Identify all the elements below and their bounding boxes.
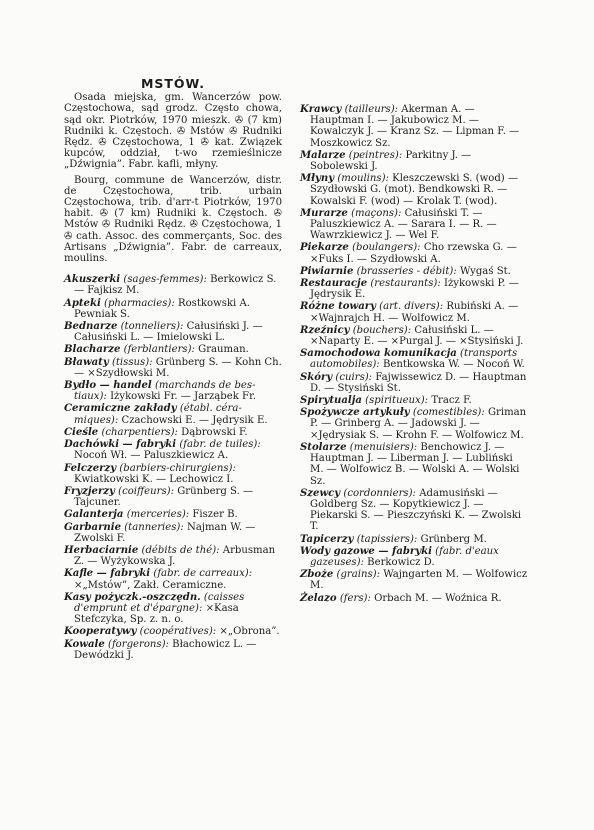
directory-entry <box>64 403 282 425</box>
entry-heading: Murarze <box>300 207 348 219</box>
entry-heading: Galanterja <box>64 509 124 521</box>
entry-names: ×Kasa Stefczyka, Sp. z. n. o. <box>74 602 239 626</box>
entry-translation: (bouchers): <box>352 324 412 336</box>
entry-heading: Akuszerki <box>64 274 121 286</box>
directory-entry <box>64 626 282 637</box>
entry-translation: (art. divers): <box>379 301 444 313</box>
entry-translation: (spiritueux): <box>365 395 429 407</box>
entry-names: Adamusiński — Goldberg Sz. — Kopytkiewicz J. — Piekarski S. — Pieszczyński K. — Zwolski T. <box>310 487 522 533</box>
entry-translation: (fabr. de tuiles): <box>179 439 261 451</box>
entry-heading: Szewcy <box>300 487 341 499</box>
entry-names: Całusiński L. — ×Naparty E. — ×Purgal J. — ×Stysiński J. <box>310 324 524 348</box>
directory-entry <box>64 545 282 567</box>
entry-translation: (menuisiers): <box>349 441 418 453</box>
entry-names: Berkowicz D. <box>367 556 435 568</box>
entry-names: Fiszer B. <box>192 509 238 521</box>
directory-entry <box>64 639 282 661</box>
entry-translation: (cuirs): <box>335 371 373 383</box>
entry-names: Dąbrowski F. <box>181 426 248 438</box>
directory-entry <box>64 380 282 402</box>
directory-entry <box>64 274 282 296</box>
entry-names: ×„Mstów”, Zakł. Ceramiczne. <box>74 579 227 591</box>
directory-entry <box>300 534 528 545</box>
entry-names: Iżykowski Fr. — Jarząbek Fr. <box>110 391 256 403</box>
directory-entry <box>300 488 528 533</box>
intro-polish: Osada miejska, gm. Wancerzów pow. Częstochowa, sąd grodz. Często chowa, sąd okr. Piotrków, 1970 mieszk. ✇ (7 km) Rudniki k. Częstoch. ✇ Mstów ✇ Rudniki Rędz. ✇ Częstochowa, 1 ✇ kat. Związek kupców, oddział, t-wo rzemieślnicze „Dźwignia”. Fabr. kafli, młyny. <box>64 92 282 171</box>
entry-names: Całusiński T. — Paluszkiewicz A. — Sarara I. — R. — Wawrzkiewicz J. — Wel F. <box>310 207 497 242</box>
entry-heading: Kasy pożyczk.-oszczędn. <box>64 591 201 603</box>
directory-entry <box>300 208 528 242</box>
entry-names: Grauman. <box>198 344 249 356</box>
entry-names: Czachowski E. — Jędrysik E. <box>121 414 268 426</box>
entry-heading: Kooperatywy <box>64 626 137 638</box>
directory-entry <box>300 569 528 591</box>
entry-heading: Cieśle <box>64 426 99 438</box>
entry-heading: Restauracje <box>300 278 368 290</box>
entry-names: Rubiński A. — ×Wajnrajch H. — Wolfowicz M. <box>310 301 519 324</box>
entry-translation: (comestibles): <box>412 407 485 419</box>
entry-names: Parkitny J. — Sobolewski J. <box>310 149 472 173</box>
directory-entry <box>64 298 282 320</box>
entry-heading: Samochodowa komunikacja <box>300 348 457 360</box>
entry-heading: Bławaty <box>64 356 109 368</box>
entry-heading: Dachówki — fabryki <box>64 439 177 451</box>
directory-entry <box>300 372 528 394</box>
directory-entry <box>64 486 282 508</box>
entry-heading: Wody gazowe — fabryki <box>300 545 432 557</box>
entry-names: Tracz F. <box>431 395 472 407</box>
entry-translation: (marchands de bestiaux): <box>74 380 256 403</box>
directory-entry <box>64 439 282 461</box>
entry-names: Griman P. — Grinberg A. — Jadowski J. — ×Jędrysiak S. — Krohn F. — Wolfowicz M. <box>310 407 527 441</box>
directory-entry <box>300 242 528 264</box>
entry-heading: Spirytualja <box>300 395 362 407</box>
entry-translation: (boulangers): <box>352 242 421 254</box>
town-heading: MSTÓW. <box>140 76 206 91</box>
entry-translation: (pharmacies): <box>104 297 175 309</box>
entry-names: Rostkowski A. Pewniak S. <box>74 297 250 320</box>
entry-translation: (fabr. de carreaux): <box>153 568 253 580</box>
entry-heading: Herbaciarnie <box>64 544 139 556</box>
entry-names: Wygaś St. <box>459 265 511 277</box>
entry-translation: (sages-femmes): <box>123 274 207 286</box>
entry-heading: Bydło — handel <box>64 380 152 392</box>
left-column <box>64 78 282 662</box>
entry-translation: (coiffeurs): <box>118 485 174 497</box>
entry-heading: Malarze <box>300 149 346 161</box>
entry-translation: (peintres): <box>348 149 403 161</box>
directory-entry <box>64 321 282 343</box>
entry-heading: Garbarnie <box>64 521 121 533</box>
entry-heading: Apteki <box>64 297 101 309</box>
entry-names: Arbusman Z. — Wyżykowska J. <box>74 544 276 568</box>
entry-translation: (débits de thé): <box>141 544 220 556</box>
entry-names: Bentkowska W. — Nocoń W. <box>382 359 525 371</box>
entry-translation: (fabr. d'eaux gazeuses): <box>310 545 499 568</box>
entry-translation: (barbiers-chirurgiens): <box>119 462 236 474</box>
entry-translation: (tissus): <box>111 356 153 368</box>
entry-translation: (charpentiers): <box>101 426 178 438</box>
left-entry-list <box>64 274 282 661</box>
directory-entry <box>300 442 528 487</box>
intro-french: Bourg, commune de Wancerzów, distr. de Częstochowa, trib. urbain Częstochowa, trib. d'arr-t Piotrków, 1970 habit. ✇ (7 km) Rudniki k. Częstoch. ✇ Mstów ✇ Rudniki Rędz. ✇ Częstochowa, 1 ✇ cath. Assoc. des commerçants, Soc. des Artisans „Dźwignia”. Fabr. de carreaux, moulins. <box>64 174 282 265</box>
directory-entry <box>300 348 528 370</box>
entry-heading: Kafle — fabryki <box>64 568 151 580</box>
entry-heading: Spożywcze artykuły <box>300 407 410 419</box>
entry-names: Nocoń Wł. — Paluszkiewicz A. <box>74 450 229 462</box>
entry-names: Całusiński J. — Całusiński L. — Imielowski L. <box>74 321 263 344</box>
entry-names: Grünberg M. <box>420 533 487 545</box>
entry-translation: (restaurants): <box>370 278 441 290</box>
entry-heading: Krawcy <box>300 104 342 115</box>
entry-translation: (brasseries - débit): <box>356 265 457 277</box>
entry-heading: Kowale <box>64 638 105 650</box>
entry-names: ×„Obrona”. <box>219 626 280 638</box>
directory-entry <box>64 592 282 626</box>
entry-translation: (cordonniers): <box>343 487 416 499</box>
entry-names: Grünberg S. — Kohn Ch. — ×Szydłowski M. <box>74 356 282 379</box>
entry-translation: (coopératives): <box>139 626 217 638</box>
entry-names: Berkowicz S. — Fajkisz M. <box>74 274 277 297</box>
entry-translation: (tapissiers): <box>356 533 418 545</box>
entry-names: Orbach M. — Woźnica R. <box>374 592 502 604</box>
entry-heading: Żelazo <box>300 592 337 604</box>
entry-heading: Piwiarnie <box>300 265 354 277</box>
entry-heading: Fryzjerzy <box>64 485 115 497</box>
entry-translation: (caisses d'emprunt et d'épargne): <box>74 591 245 614</box>
directory-entry <box>64 522 282 544</box>
directory-entry <box>300 546 528 568</box>
entry-names: Benchowicz J. — Hauptman J. — Liberman J. — Lubliński M. — Wolfowicz B. — Wolski A. — Wolski Sz. <box>310 441 520 487</box>
entry-names: Wajngarten M. — Wolfowicz M. <box>310 569 528 592</box>
entry-heading: Bednarze <box>64 321 118 333</box>
entry-heading: Młyny <box>300 173 335 185</box>
entry-heading: Blacharze <box>64 344 121 356</box>
directory-entry <box>300 150 528 172</box>
directory-entry <box>64 568 282 590</box>
directory-entry <box>300 104 528 149</box>
directory-entry <box>300 407 528 441</box>
directory-entry <box>300 278 528 300</box>
entry-names: Kleszczewski S. (wod) — Szydłowski G. (mot). Bendkowski R. — Kowalski F. (wod) — Krolak T. (wod). <box>310 173 519 207</box>
directory-entry <box>300 593 528 604</box>
entry-translation: (merceries): <box>126 509 190 521</box>
directory-entry <box>64 509 282 520</box>
entry-heading: Felczerzy <box>64 462 117 474</box>
entry-names: Najman W. — Zwolski F. <box>74 521 256 544</box>
directory-entry <box>300 266 528 277</box>
entry-names: Iżykowski P. — Jędrysik E. <box>310 278 519 301</box>
entry-heading: Ceramiczne zakłady <box>64 403 177 415</box>
entry-heading: Piekarze <box>300 242 349 254</box>
entry-translation: (moulins): <box>337 173 389 185</box>
entry-heading: Tapicerzy <box>300 533 354 545</box>
entry-names: Błachowicz L. — Dewódzki J. <box>74 638 257 661</box>
entry-translation: (maçons): <box>351 207 402 219</box>
entry-names: Cho rzewska G. — ×Fuks I. — Szydłowski A. <box>310 242 517 265</box>
entry-heading: Skóry <box>300 371 333 383</box>
directory-entry <box>64 463 282 485</box>
entry-translation: (tanneries): <box>124 521 184 533</box>
entry-translation: (ferblantiers): <box>123 344 195 356</box>
entry-translation: (forgerons): <box>108 638 169 650</box>
entry-heading: Stolarze <box>300 441 347 453</box>
entry-names: Akerman A. — Hauptman I. — Jakubowicz M. — Kowalczyk J. — Kranz Sz. — Lipman F. — Moszkowicz Sz. <box>310 104 520 149</box>
directory-entry <box>64 427 282 438</box>
directory-entry <box>300 173 528 207</box>
directory-entry <box>64 344 282 355</box>
right-entry-list <box>300 104 528 604</box>
entry-translation: (tonneliers): <box>120 321 184 333</box>
directory-entry <box>64 357 282 379</box>
entry-names: Kwiatkowski K. — Lechowicz I. <box>74 473 234 485</box>
right-column <box>300 104 528 605</box>
entry-translation: (grains): <box>336 569 381 581</box>
entry-heading: Rzeźnicy <box>300 324 350 336</box>
entry-translation: (fers): <box>339 592 371 604</box>
entry-translation: (transports automobiles): <box>310 348 518 371</box>
directory-entry <box>300 301 528 323</box>
entry-translation: (établ. céramiques): <box>74 403 242 426</box>
entry-names: Grünberg S. — Tajcuner. <box>74 485 254 509</box>
directory-entry <box>300 395 528 406</box>
entry-heading: Różne towary <box>300 301 376 313</box>
entry-heading: Zboże <box>300 569 334 581</box>
entry-translation: (tailleurs): <box>344 104 399 115</box>
entry-names: Fajwissewicz D. — Hauptman D. — Stysiński St. <box>310 371 527 394</box>
directory-entry <box>300 325 528 347</box>
